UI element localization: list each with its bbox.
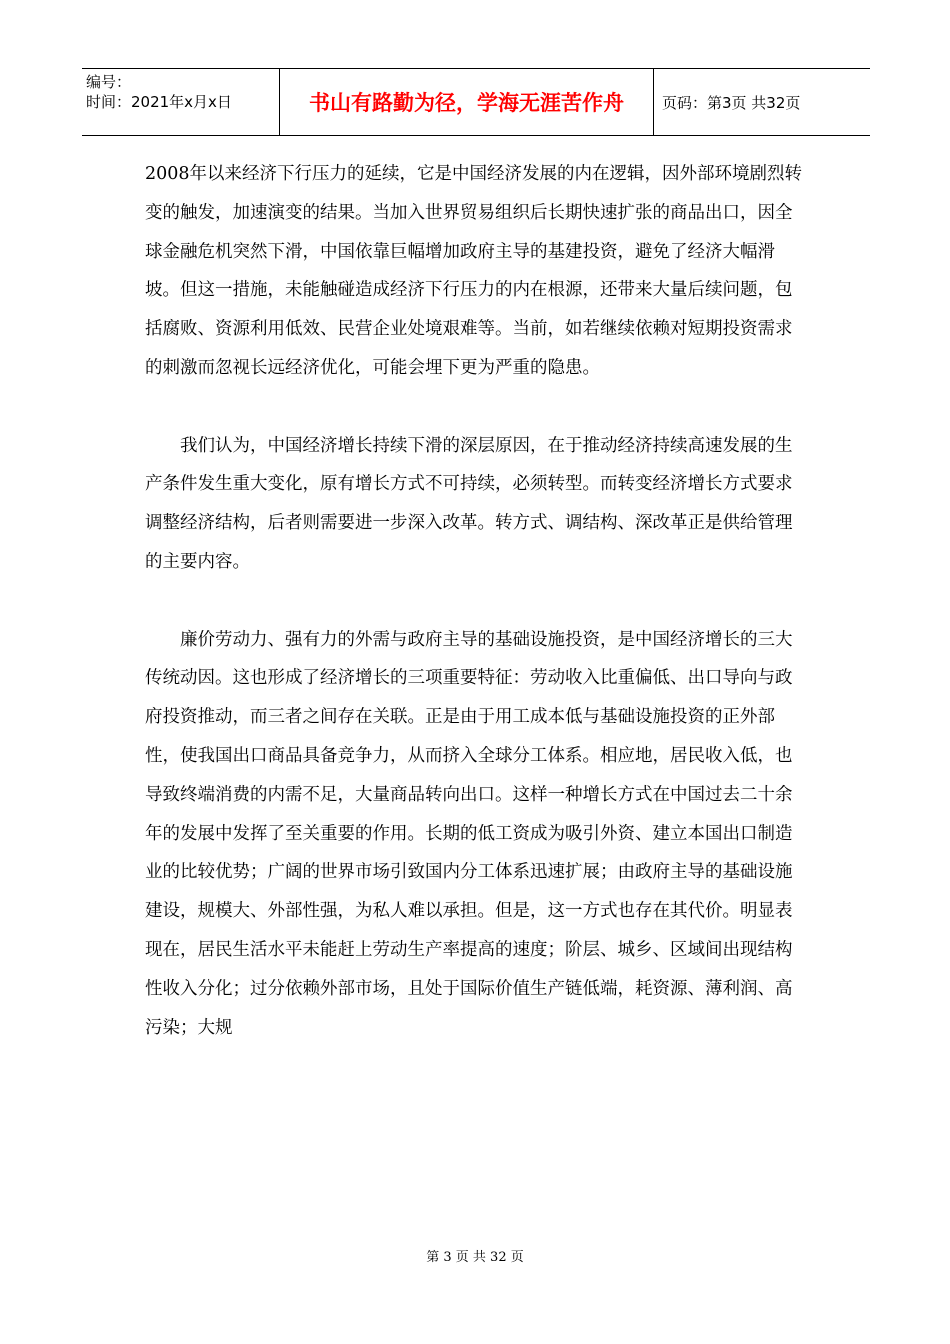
paragraph-gap bbox=[145, 388, 805, 427]
paragraph-3: 廉价劳动力、强有力的外需与政府主导的基础设施投资，是中国经济增长的三大传统动因。这也形成了经济增长的三项重要特征：劳动收入比重偏低、出口导向与政府投资推动，而三者之间存在关联。正是由于用工成本低与基础设施投资的正外部性，使我国出口商品具备竞争力，从而挤入全球分工体系。相应地，居民收入低，也导致终端消费的内需不足，大量商品转向出口。这样一种增长方式在中国过去二十余年的发展中发挥了至关重要的作用。长期的低工资成为吸引外资、建立本国出口制造业的比较优势；广阔的世界市场引致国内分工体系迅速扩展；由政府主导的基础设施建设，规模大、外部性强，为私人难以承担。但是，这一方式也存在其代价。明显表现在，居民生活水平未能赶上劳动生产率提高的速度；阶层、城乡、区域间出现结构性收入分化；过分依赖外部市场，且处于国际价值生产链低端，耗资源、薄利润、高污染；大规 bbox=[145, 629, 793, 1038]
paragraph-gap bbox=[145, 582, 805, 621]
document-body bbox=[145, 155, 805, 1047]
header-motto: 书山有路勤为径，学海无涯苦作舟 bbox=[280, 69, 654, 135]
header-meta bbox=[82, 69, 280, 135]
paragraph-2: 我们认为，中国经济增长持续下滑的深层原因，在于推动经济持续高速发展的生产条件发生重大变化，原有增长方式不可持续，必须转型。而转变经济增长方式要求调整经济结构，后者则需要进一步深入改革。转方式、调结构、深改革正是供给管理的主要内容。 bbox=[145, 435, 793, 572]
document-date: 时间：2021年x月x日 bbox=[86, 93, 232, 111]
document-number-label: 编号： bbox=[86, 73, 132, 91]
page-footer: 第 3 页 共 32 页 bbox=[426, 1250, 524, 1265]
document-header bbox=[82, 68, 870, 136]
paragraph-1: 2008年以来经济下行压力的延续，它是中国经济发展的内在逻辑，因外部环境剧烈转变的触发，加速演变的结果。当加入世界贸易组织后长期快速扩张的商品出口，因全球金融危机突然下滑，中国依靠巨幅增加政府主导的基建投资，避免了经济大幅滑坡。但这一措施，未能触碰造成经济下行压力的内在根源，还带来大量后续问题，包括腐败、资源利用低效、民营企业处境艰难等。当前，如若继续依赖对短期投资需求的刺激而忽视长远经济优化，可能会埋下更为严重的隐患。 bbox=[145, 164, 803, 378]
header-page-code: 页码：第3页 共32页 bbox=[662, 93, 801, 112]
